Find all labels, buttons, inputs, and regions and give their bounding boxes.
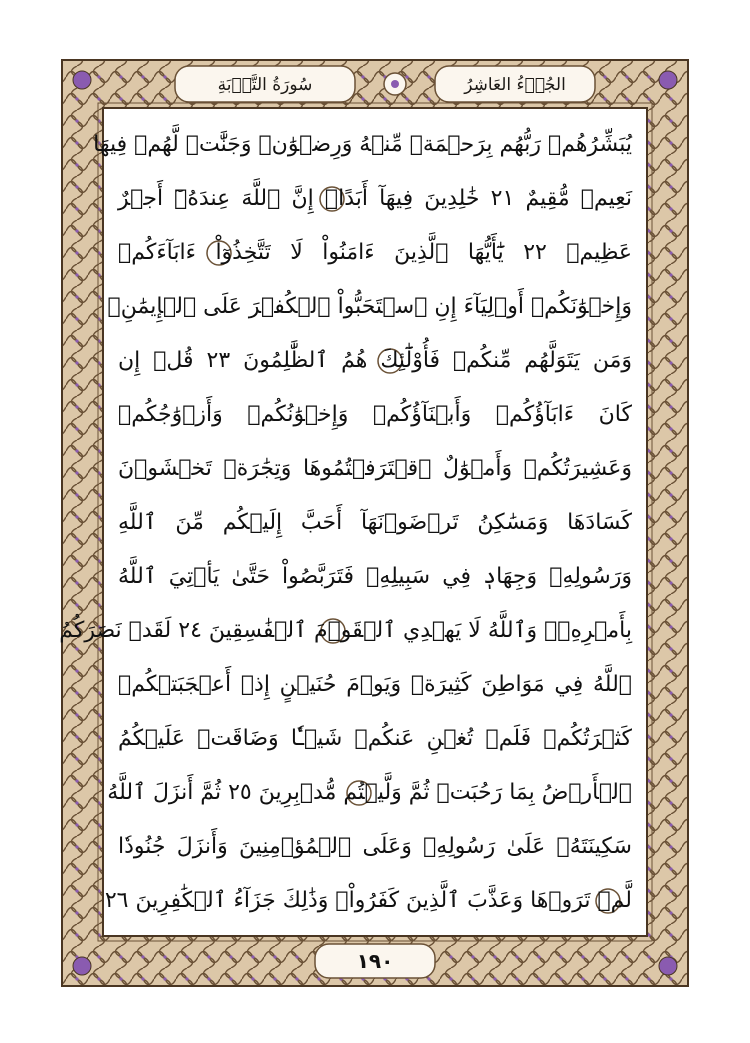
quran-text-body bbox=[59, 118, 632, 926]
text-line-8: كَسَادَهَا وَمَسَٰكِنُ تَرۡضَوۡنَهَآ أَحَبَّ إِلَيۡكُم مِّنَ ٱللَّهِ bbox=[118, 510, 632, 535]
surah-name: سُورَةُ التَّوۡبَةِ bbox=[217, 75, 313, 95]
text-line-3: عَظِيمٞ ٢٢ يَٰٓأَيُّهَا ٱلَّذِينَ ءَامَنُواْ لَا تَتَّخِذُوٓاْ ءَابَآءَكُمۡ bbox=[118, 240, 632, 265]
juz-name: الجُزۡءُ العَاشِرُ bbox=[464, 75, 566, 95]
text-line-15: لَّمۡ تَرَوۡهَا وَعَذَّبَ ٱلَّذِينَ كَفَرُواْۚ وَذَٰلِكَ جَزَآءُ ٱلۡكَٰفِرِينَ ٢٦ bbox=[104, 888, 632, 913]
text-line-12: كَثۡرَتُكُمۡ فَلَمۡ تُغۡنِ عَنكُمۡ شَيۡـٔٗا وَضَاقَتۡ عَلَيۡكُمُ bbox=[118, 726, 632, 751]
text-line-2: نَعِيمٞ مُّقِيمٌ ٢١ خَٰلِدِينَ فِيهَآ أَبَدًاۚ إِنَّ ٱللَّهَ عِندَهُۥٓ أَجۡرٌ bbox=[118, 186, 632, 211]
text-line-11: ٱللَّهُ فِي مَوَاطِنَ كَثِيرَةٖ وَيَوۡمَ حُنَيۡنٍ إِذۡ أَعۡجَبَتۡكُمۡ bbox=[118, 672, 632, 697]
text-line-14: سَكِينَتَهُۥ عَلَىٰ رَسُولِهِۦ وَعَلَى ٱلۡمُؤۡمِنِينَ وَأَنزَلَ جُنُودٗا bbox=[118, 834, 632, 859]
text-line-4: وَإِخۡوَٰنَكُمۡ أَوۡلِيَآءَ إِنِ ٱسۡتَحَبُّواْ ٱلۡكُفۡرَ عَلَى ٱلۡإِيمَٰنِۚ bbox=[107, 294, 632, 319]
text-line-1: يُبَشِّرُهُمۡ رَبُّهُم بِرَحۡمَةٖ مِّنۡهُ وَرِضۡوَٰنٖ وَجَنَّٰتٖ لَّهُمۡ فِيهَا bbox=[93, 132, 632, 157]
text-line-9: وَرَسُولِهِۦ وَجِهَادٖ فِي سَبِيلِهِۦ فَتَرَبَّصُواْ حَتَّىٰ يَأۡتِيَ ٱللَّهُ bbox=[118, 564, 632, 589]
page-number: ١٩٠ bbox=[356, 949, 394, 973]
text-line-7: وَعَشِيرَتُكُمۡ وَأَمۡوَٰلٌ ٱقۡتَرَفۡتُمُوهَا وَتِجَٰرَةٞ تَخۡشَوۡنَ bbox=[118, 456, 632, 481]
text-line-6: كَانَ ءَابَآؤُكُمۡ وَأَبۡنَآؤُكُمۡ وَإِخۡوَٰنُكُمۡ وَأَزۡوَٰجُكُمۡ bbox=[118, 402, 632, 427]
text-line-10: بِأَمۡرِهِۦۗ وَٱللَّهُ لَا يَهۡدِي ٱلۡقَوۡمَ ٱلۡفَٰسِقِينَ ٢٤ لَقَدۡ نَصَرَكُمُ bbox=[59, 618, 632, 643]
text-line-13: ٱلۡأَرۡضُ بِمَا رَحُبَتۡ ثُمَّ وَلَّيۡتُم مُّدۡبِرِينَ ٢٥ ثُمَّ أَنزَلَ ٱللَّهُ bbox=[107, 780, 632, 805]
header-center-medallion bbox=[384, 73, 406, 95]
text-line-5: وَمَن يَتَوَلَّهُم مِّنكُمۡ فَأُوْلَٰٓئِكَ هُمُ ٱلظَّٰلِمُونَ ٢٣ قُلۡ إِن bbox=[118, 348, 632, 373]
